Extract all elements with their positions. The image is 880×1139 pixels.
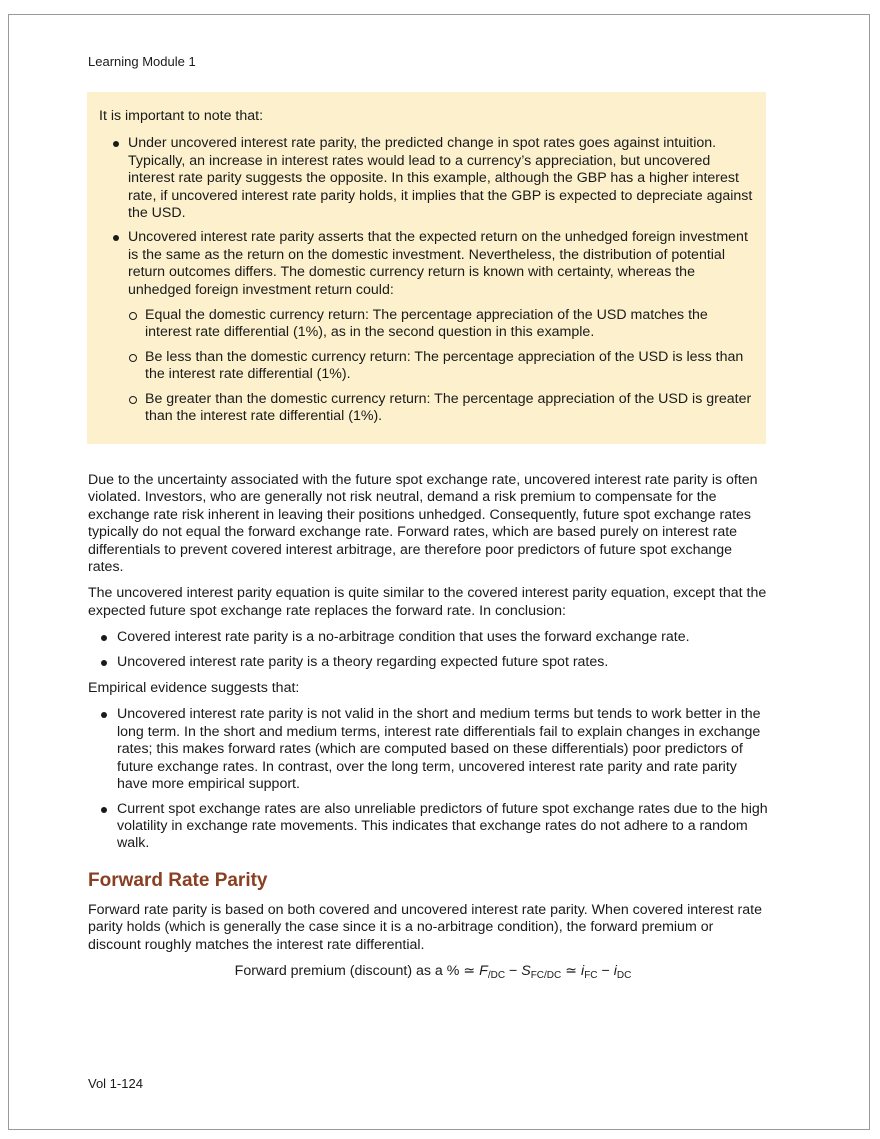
main-content bbox=[88, 472, 768, 984]
page-number: Vol 1-124 bbox=[88, 1076, 143, 1091]
list-item bbox=[99, 135, 756, 222]
callout-intro: It is important to note that: bbox=[99, 108, 264, 124]
forward-premium-formula bbox=[88, 963, 768, 984]
list-item: Current spot exchange rates are also unreliable predictors of future spot exchange rates due to the high volatility in exchange rate movements. This indicates that exchange rates do not adhere to a random walk. bbox=[88, 801, 768, 853]
formula-S-sub: FC/DC bbox=[530, 969, 562, 981]
running-header: Learning Module 1 bbox=[88, 54, 196, 69]
paragraph: The uncovered interest parity equation is quite similar to the covered interest parity equation, except that the expected future spot exchange rate replaces the forward rate. In conclusion: bbox=[88, 585, 767, 619]
formula-i-dc: i bbox=[613, 962, 617, 979]
callout-list bbox=[99, 135, 756, 425]
evidence-list bbox=[88, 706, 768, 852]
paragraph: Empirical evidence suggests that: bbox=[88, 680, 300, 697]
paragraph: Forward rate parity is based on both covered and uncovered interest rate parity. When covered interest rate parity holds (which is generally the case since it is a no-arbitrage condition), the forward premium or discount roughly matches the interest rate differential. bbox=[88, 901, 762, 953]
formula-i-fc-sub: FC bbox=[584, 969, 598, 981]
formula-F: F bbox=[479, 962, 488, 979]
conclusion-list bbox=[88, 629, 768, 671]
note-callout bbox=[87, 92, 766, 444]
formula-F-sub: /DC bbox=[487, 969, 506, 981]
paragraph: Due to the uncertainty associated with the future spot exchange rate, uncovered interest rate parity is often violated. Investors, who are generally not risk neutral, demand a risk premium to compensate for the exchange rate risk inherent in leaving their positions unhedged. Consequently, future spot exchange rates typically do not equal the forward exchange rate. Forward rates, which are based purely on interest rate differentials to prevent covered interest arbitrage, are therefore poor predictors of future spot exchange rates. bbox=[88, 472, 758, 576]
formula-lhs: Forward premium (discount) as a % ≃ bbox=[234, 962, 480, 979]
list-item: Covered interest rate parity is a no-arbitrage condition that uses the forward exchange rate. bbox=[88, 629, 768, 646]
formula-S: S bbox=[521, 962, 531, 979]
sub-list-item: Be greater than the domestic currency return: The percentage appreciation of the USD is greater than the interest rate differential (1%). bbox=[128, 391, 756, 426]
formula-minus: − bbox=[597, 962, 614, 979]
list-item-text: Under uncovered interest rate parity, the predicted change in spot rates goes against intuition. Typically, an increase in interest rates would lead to a currency’s appreciation, but uncovered interest rate parity suggests the opposite. In this example, although the GBP has a higher interest rate, if uncovered interest rate parity holds, it implies that the GBP is expected to depreciate against the USD. bbox=[128, 135, 753, 222]
sub-list-item: Equal the domestic currency return: The percentage appreciation of the USD matches the interest rate differential (1%), as in the second question in this example. bbox=[128, 307, 756, 342]
list-item: Uncovered interest rate parity is not valid in the short and medium terms but tends to work better in the long term. In the short and medium terms, interest rate differentials fail to explain changes in exchange rates; this makes forward rates (which are computed based on these differentials) poor predictors of future exchange rates. In contrast, over the long term, uncovered interest rate parity and rate parity have more empirical support. bbox=[88, 706, 768, 793]
formula-approx: ≃ bbox=[561, 962, 582, 979]
section-heading: Forward Rate Parity bbox=[88, 869, 268, 891]
formula-minus: − bbox=[505, 962, 522, 979]
formula-i-fc: i bbox=[581, 962, 585, 979]
list-item bbox=[99, 229, 756, 425]
sub-list-item: Be less than the domestic currency return: The percentage appreciation of the USD is less than the interest rate differential (1%). bbox=[128, 349, 756, 384]
list-item-text: Uncovered interest rate parity asserts that the expected return on the unhedged foreign investment is the same as the return on the domestic investment. Nevertheless, the distribution of potential return outcomes differs. The domestic currency return is known with certainty, whereas the unhedged foreign investment return could: bbox=[128, 229, 748, 298]
formula-i-dc-sub: DC bbox=[616, 969, 632, 981]
sub-list bbox=[128, 307, 756, 425]
list-item: Uncovered interest rate parity is a theory regarding expected future spot rates. bbox=[88, 654, 768, 671]
